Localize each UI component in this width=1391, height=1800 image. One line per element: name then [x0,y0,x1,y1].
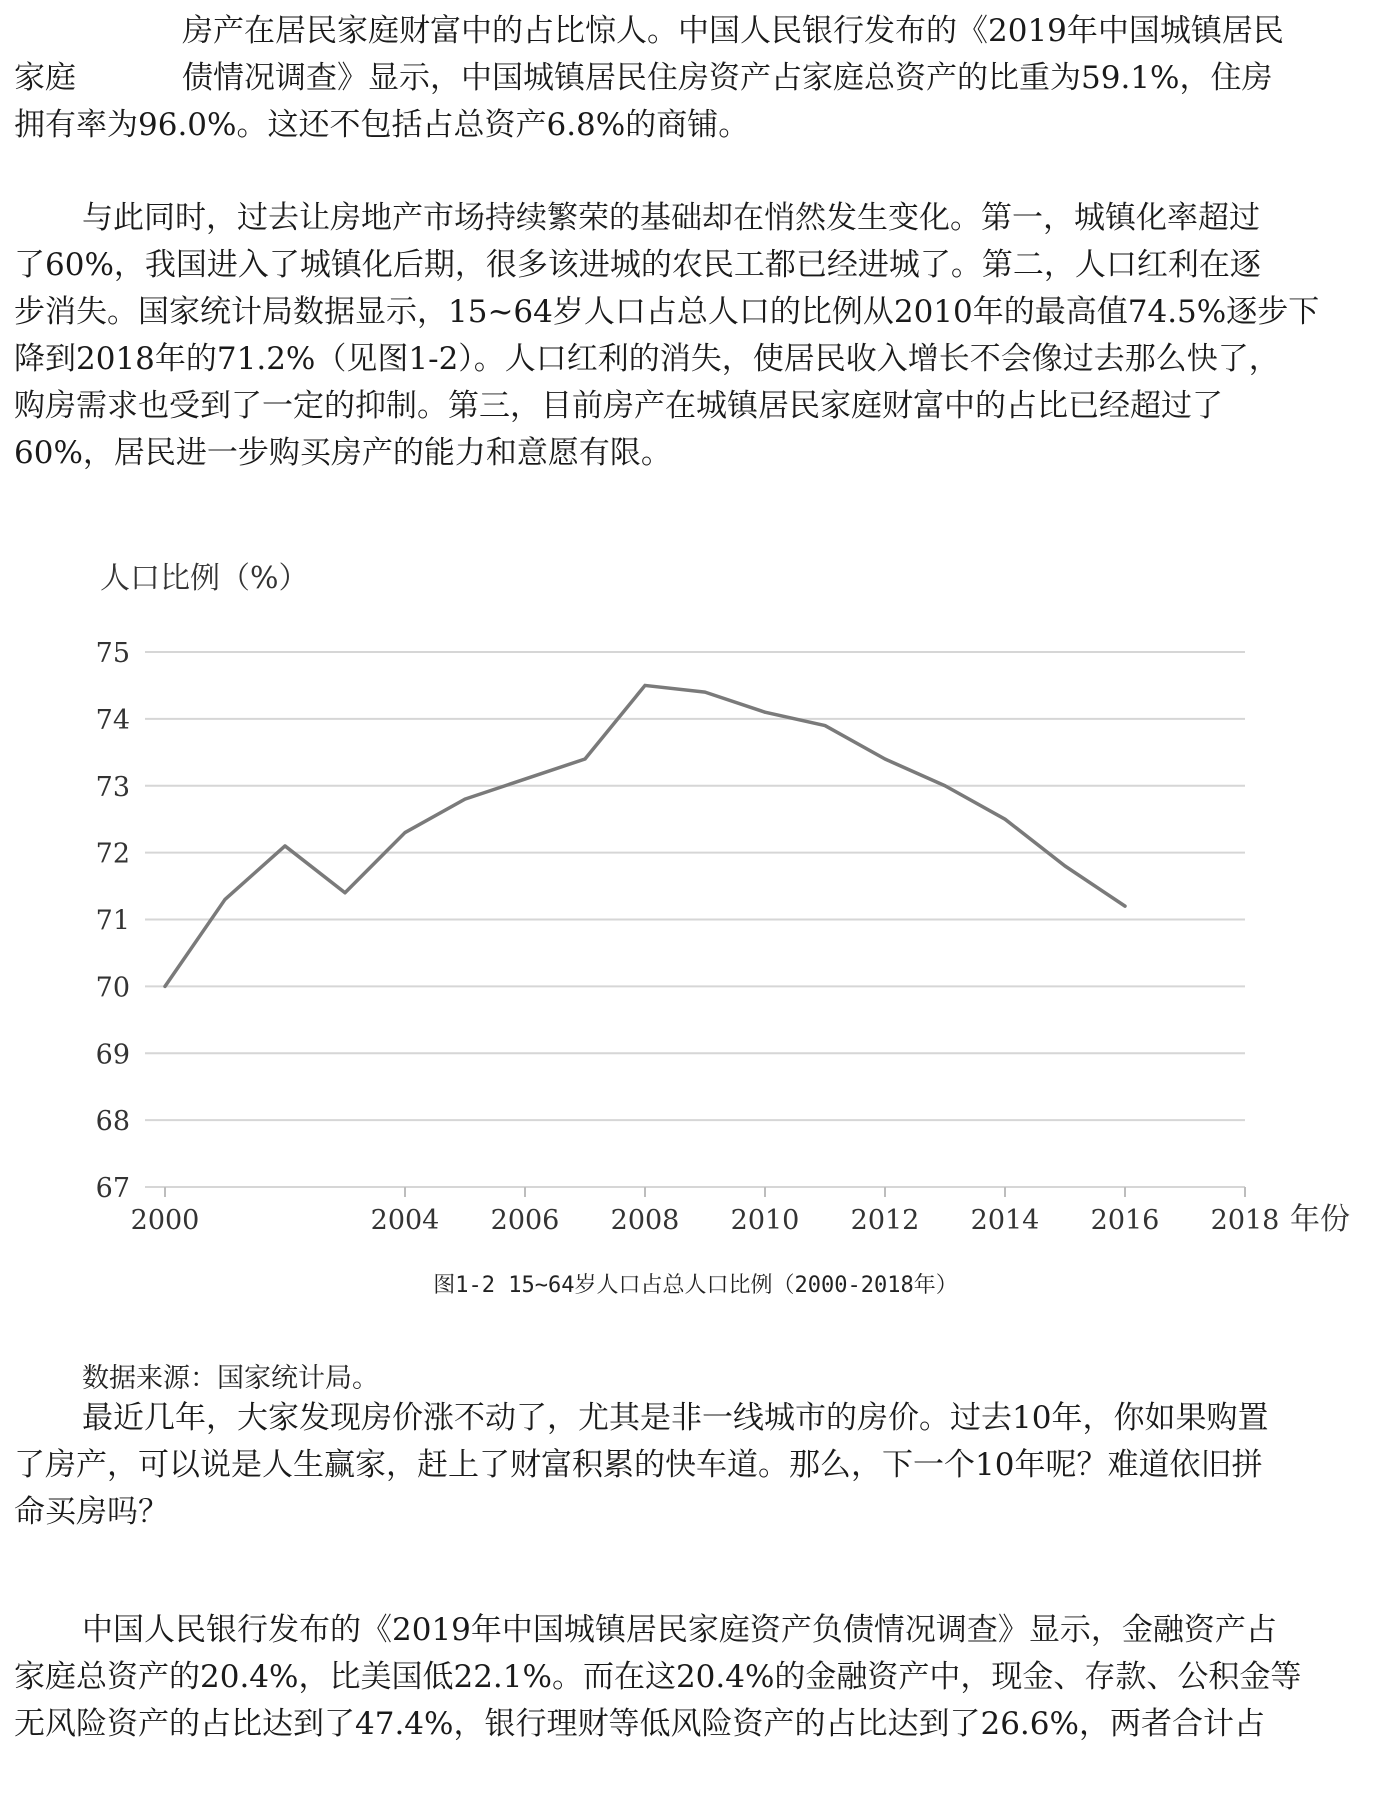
y-tick-label: 71 [95,905,130,937]
data-point [944,784,947,787]
text-line: 与此同时，过去让房地产市场持续繁荣的基础却在悄然发生变化。第一，城镇化率超过 [82,200,1260,236]
data-point [704,691,707,694]
data-source-note: 数据来源：国家统计局。 [82,1363,379,1394]
text-line [14,55,1379,102]
y-tick-label: 73 [95,771,130,803]
data-point [344,891,347,894]
y-tick-label: 69 [95,1039,130,1071]
y-tick-label: 74 [95,704,130,736]
line-chart-svg [0,555,1391,1235]
x-tick-label: 2018 [1210,1205,1280,1235]
y-tick-label: 70 [95,972,130,1004]
x-tick-label: 2004 [370,1205,440,1235]
text-line: 中国人民银行发布的《2019年中国城镇居民家庭资产负债情况调查》显示，金融资产占 [82,1612,1277,1648]
x-tick-label: 2008 [610,1205,680,1235]
y-axis-label: 人口比例（%） [100,561,309,596]
text-line: 了60%，我国进入了城镇化后期，很多该进城的农民工都已经进城了。第二，人口红利在逐 [14,247,1261,283]
y-tick-label: 68 [95,1106,130,1138]
data-point [464,798,467,801]
text-line: 最近几年，大家发现房价涨不动了，尤其是非一线城市的房价。过去10年，你如果购置 [82,1400,1269,1436]
text-line: 步消失。国家统计局数据显示，15~64岁人口占总人口的比例从2010年的最高值74.5%逐步下 [14,294,1320,330]
data-point [764,711,767,714]
text-fragment: 家庭 [14,60,76,96]
x-tick-label: 2006 [490,1205,560,1235]
text-fragment: 债情况调查》显示，中国城镇居民住房资产占家庭总资产的比重为59.1%，住房 [182,60,1273,96]
data-point [284,844,287,847]
y-tick-label: 72 [95,838,130,870]
x-tick-label: 2010 [730,1205,800,1235]
text-line: 无风险资产的占比达到了47.4%，银行理财等低风险资产的占比达到了26.6%，两者合计占 [14,1706,1265,1742]
paragraph-financial-assets [14,1607,1379,1748]
x-tick-label: 2014 [970,1205,1040,1235]
text-line: 房产在居民家庭财富中的占比惊人。中国人民银行发布的《2019年中国城镇居民 [182,13,1284,49]
paragraph-house-prices [14,1395,1379,1536]
text-line: 60%，居民进一步购买房产的能力和意愿有限。 [14,435,672,471]
figure-caption: 图1-2 15~64岁人口占总人口比例（2000-2018年） [433,1273,958,1298]
paragraph-market-change [14,195,1379,477]
population-ratio-chart [0,555,1391,1235]
data-point [404,831,407,834]
text-line: 拥有率为96.0%。这还不包括占总资产6.8%的商铺。 [14,107,750,143]
x-tick-label: 2012 [850,1205,920,1235]
data-point [164,985,167,988]
x-tick-label: 2016 [1090,1205,1160,1235]
data-point [1004,818,1007,821]
data-point [584,758,587,761]
y-tick-label: 67 [95,1173,130,1204]
data-point [884,758,887,761]
data-point [1064,865,1067,868]
series-line [165,685,1125,986]
paragraph-housing-wealth [14,8,1379,149]
data-point [824,724,827,727]
text-line: 了房产，可以说是人生赢家，赶上了财富积累的快车道。那么，下一个10年呢？难道依旧拼 [14,1447,1263,1483]
y-tick-label: 75 [95,638,130,669]
text-line: 购房需求也受到了一定的抑制。第三，目前房产在城镇居民家庭财富中的占比已经超过了 [14,388,1223,424]
x-axis-label: 年份 [1290,1202,1350,1235]
data-point [644,684,647,687]
data-point [224,898,227,901]
text-line: 家庭总资产的20.4%，比美国低22.1%。而在这20.4%的金融资产中，现金、存款、公积金等 [14,1659,1302,1695]
x-tick-label: 2000 [130,1205,200,1235]
text-line: 命买房吗？ [14,1494,169,1530]
text-line: 降到2018年的71.2%（见图1-2）。人口红利的消失，使居民收入增长不会像过去那么快了， [14,341,1280,377]
data-point [1124,905,1127,908]
data-point [524,778,527,781]
